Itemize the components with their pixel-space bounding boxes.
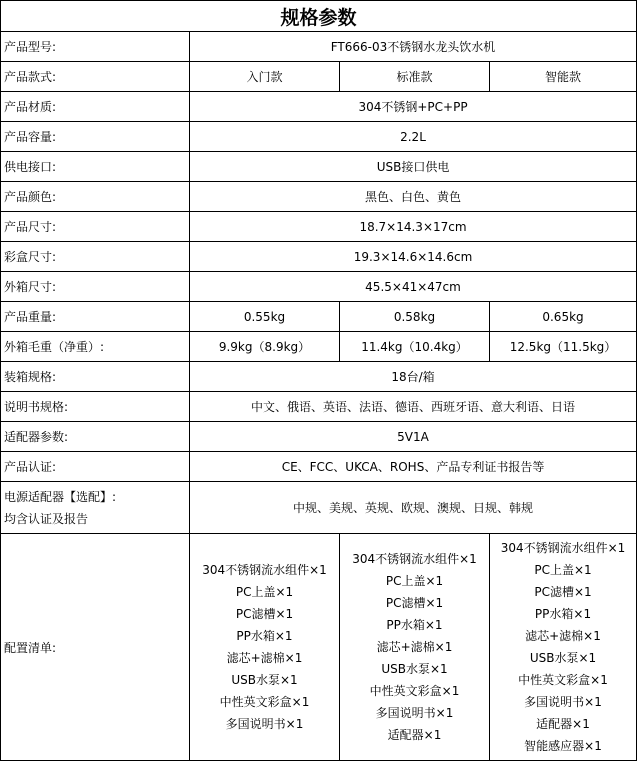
config-item: USB水泵×1 [231, 673, 298, 687]
config-item: 滤芯+滤棉×1 [376, 640, 453, 654]
spec-value: 19.3×14.6×14.6cm [190, 242, 637, 272]
label-text: 产品重量: [4, 310, 57, 324]
spec-row [1, 422, 637, 452]
spec-row [1, 152, 637, 182]
config-item: 多国说明书×1 [225, 717, 304, 731]
spec-row [1, 482, 637, 534]
config-item: 多国说明书×1 [375, 706, 454, 720]
label-text: 电源适配器【选配】: [4, 489, 117, 504]
config-item: USB水泵×1 [381, 662, 448, 676]
spec-row [1, 362, 637, 392]
spec-row [1, 302, 637, 332]
spec-value: USB接口供电 [190, 152, 637, 182]
config-item: 多国说明书×1 [524, 695, 602, 709]
config-item: PC上盖×1 [534, 563, 592, 577]
label-text: 产品材质: [4, 100, 57, 114]
spec-label [1, 422, 190, 452]
spec-label: 配置清单: [1, 534, 190, 761]
config-item: 304不锈钢流水组件×1 [352, 552, 477, 566]
spec-label [1, 32, 190, 62]
label-text: 适配器参数: [4, 430, 69, 444]
config-item: PC上盖×1 [235, 585, 294, 599]
spec-value: 11.4kg（10.4kg） [340, 332, 490, 362]
spec-label [1, 272, 190, 302]
config-item: PC滤槽×1 [235, 607, 294, 621]
config-item: PP水箱×1 [534, 607, 592, 621]
spec-label [1, 182, 190, 212]
config-list [490, 534, 637, 761]
spec-row [1, 62, 637, 92]
label-text: 产品款式: [4, 70, 57, 84]
spec-value: 智能款 [490, 62, 637, 92]
spec-row [1, 122, 637, 152]
spec-value: 黑色、白色、黄色 [190, 182, 637, 212]
config-item: USB水泵×1 [529, 651, 597, 665]
spec-value: 标准款 [340, 62, 490, 92]
label-text: 产品容量: [4, 130, 57, 144]
config-item: PC上盖×1 [385, 574, 444, 588]
config-item: 304不锈钢流水组件×1 [500, 541, 626, 555]
config-list [340, 534, 490, 761]
spec-value: 18台/箱 [190, 362, 637, 392]
config-item: 适配器×1 [536, 717, 590, 731]
config-item: 中性英文彩盒×1 [518, 673, 608, 687]
spec-label [1, 242, 190, 272]
config-item: 滤芯+滤棉×1 [226, 651, 303, 665]
label-text: 产品认证: [4, 460, 57, 474]
spec-label [1, 302, 190, 332]
config-item: 智能感应器×1 [524, 739, 602, 753]
spec-row [1, 242, 637, 272]
config-list [190, 534, 340, 761]
config-row [1, 534, 637, 761]
config-item: 中性英文彩盒×1 [219, 695, 310, 709]
spec-value: 中文、俄语、英语、法语、德语、西班牙语、意大利语、日语 [190, 392, 637, 422]
spec-row [1, 272, 637, 302]
label-text: 供电接口: [4, 160, 57, 174]
spec-label [1, 62, 190, 92]
config-item: 适配器×1 [387, 728, 442, 742]
spec-value: 12.5kg（11.5kg） [490, 332, 637, 362]
label-text: 彩盒尺寸: [4, 250, 57, 264]
table-title: 规格参数 [1, 1, 637, 32]
spec-value: 中规、美规、英规、欧规、澳规、日规、韩规 [190, 482, 637, 534]
config-item: 304不锈钢流水组件×1 [202, 563, 327, 577]
spec-value: CE、FCC、UKCA、ROHS、产品专利证书报告等 [190, 452, 637, 482]
config-item: PC滤槽×1 [385, 596, 444, 610]
spec-value: 0.58kg [340, 302, 490, 332]
label-text: 外箱毛重（净重）: [4, 340, 105, 354]
label-text: 说明书规格: [4, 400, 69, 414]
spec-label [1, 92, 190, 122]
label-text: 外箱尺寸: [4, 280, 57, 294]
config-item: 滤芯+滤棉×1 [525, 629, 601, 643]
label-text: 产品尺寸: [4, 220, 57, 234]
spec-value: 304不锈钢+PC+PP [190, 92, 637, 122]
spec-row [1, 332, 637, 362]
spec-label [1, 392, 190, 422]
spec-row [1, 452, 637, 482]
config-item: PP水箱×1 [236, 629, 293, 643]
label-subtext: 均含认证及报告 [4, 511, 89, 526]
spec-value: 9.9kg（8.9kg） [190, 332, 340, 362]
spec-label [1, 482, 190, 534]
config-item: PP水箱×1 [386, 618, 443, 632]
label-text: 产品颜色: [4, 190, 57, 204]
spec-row [1, 392, 637, 422]
config-item: 中性英文彩盒×1 [369, 684, 460, 698]
spec-value: 45.5×41×47cm [190, 272, 637, 302]
spec-label [1, 152, 190, 182]
config-item: PC滤槽×1 [534, 585, 592, 599]
spec-value: 18.7×14.3×17cm [190, 212, 637, 242]
label-text: 产品型号: [4, 40, 57, 54]
spec-row [1, 212, 637, 242]
spec-row [1, 32, 637, 62]
spec-label [1, 452, 190, 482]
spec-value: 0.55kg [190, 302, 340, 332]
spec-value: 入门款 [190, 62, 340, 92]
spec-value: 5V1A [190, 422, 637, 452]
spec-row [1, 92, 637, 122]
spec-value: FT666-03不锈钢水龙头饮水机 [190, 32, 637, 62]
label-text: 装箱规格: [4, 370, 57, 384]
spec-label [1, 212, 190, 242]
spec-value: 0.65kg [490, 302, 637, 332]
spec-label [1, 362, 190, 392]
spec-label [1, 332, 190, 362]
spec-row [1, 182, 637, 212]
spec-label [1, 122, 190, 152]
spec-value: 2.2L [190, 122, 637, 152]
